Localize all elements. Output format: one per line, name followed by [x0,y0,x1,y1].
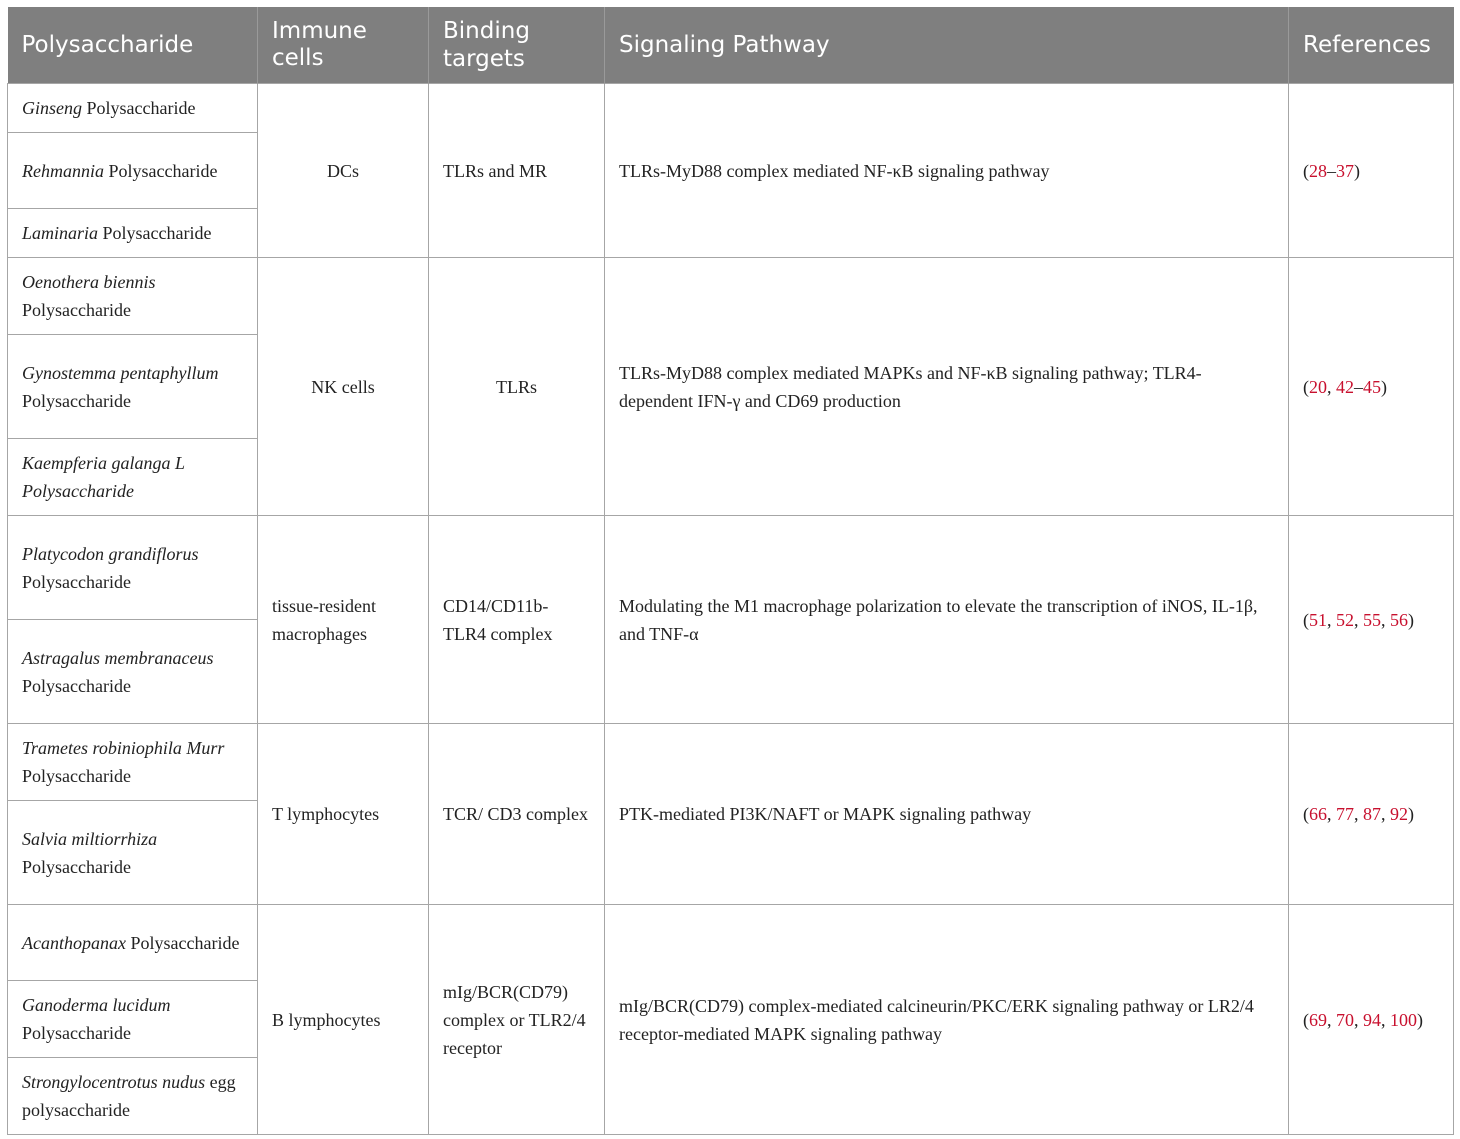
polysaccharide-italic-name: Gynostemma pentaphyllum [22,362,219,383]
polysaccharide-cell [8,209,258,258]
ref-paren-open: ( [1303,609,1309,630]
header-binding-targets: Binding targets [429,7,605,84]
ref-paren-close: ) [1381,376,1387,397]
polysaccharide-italic-name: Ginseng [22,98,82,118]
immune-cell: B lymphocytes [258,905,429,1135]
binding-targets: CD14/CD11b-TLR4 complex [429,516,605,724]
binding-targets: TCR/ CD3 complex [429,724,605,905]
ref-paren-close: ) [1408,609,1414,630]
ref-separator: , [1381,609,1390,630]
reference-link[interactable]: 55 [1363,609,1381,630]
ref-paren-open: ( [1303,376,1309,397]
references-cell [1289,905,1454,1135]
polysaccharide-cell [8,1058,258,1135]
polysaccharide-suffix: Polysaccharide [22,1023,131,1043]
ref-separator: , [1381,804,1390,824]
ref-separator: – [1327,160,1336,181]
polysaccharide-cell [8,724,258,801]
polysaccharide-cell [8,335,258,439]
ref-paren-open: ( [1303,1009,1309,1030]
ref-paren-open: ( [1303,160,1309,181]
signaling-pathway: Modulating the M1 macrophage polarization to elevate the transcription of iNOS, IL-1β, and TNF-α [605,516,1289,724]
reference-link[interactable]: 77 [1336,804,1354,824]
reference-link[interactable]: 20 [1309,376,1327,397]
reference-link[interactable]: 37 [1336,160,1354,181]
ref-separator: , [1354,609,1363,630]
signaling-pathway: TLRs-MyD88 complex mediated MAPKs and NF-κB signaling pathway; TLR4-dependent IFN-γ and CD69 production [605,258,1289,516]
reference-link[interactable]: 56 [1390,609,1408,630]
ref-paren-open: ( [1303,804,1309,824]
header-references: References [1289,7,1454,84]
header-row [8,7,1454,84]
polysaccharide-italic-name: Trametes robiniophila Murr [22,738,225,758]
reference-link[interactable]: 69 [1309,1009,1327,1030]
polysaccharide-table [7,7,1454,1135]
ref-separator: , [1354,804,1363,824]
table-row [8,516,1454,620]
header-polysaccharide: Polysaccharide [8,7,258,84]
polysaccharide-cell [8,439,258,516]
polysaccharide-italic-name: Astragalus membranaceus [22,647,214,668]
immune-cell: NK cells [258,258,429,516]
polysaccharide-italic-name: Platycodon grandiflorus [22,543,199,564]
polysaccharide-suffix: Polysaccharide [82,98,196,118]
polysaccharide-italic-name: Laminaria [22,223,99,243]
binding-targets: TLRs [429,258,605,516]
ref-separator: , [1327,609,1336,630]
immune-cell: tissue-resident macrophages [258,516,429,724]
polysaccharide-cell [8,516,258,620]
ref-separator: , [1354,1009,1363,1030]
polysaccharide-suffix: Polysaccharide [22,766,131,786]
binding-targets: TLRs and MR [429,84,605,258]
table-row [8,258,1454,335]
polysaccharide-suffix: Polysaccharide [98,223,212,243]
reference-link[interactable]: 94 [1363,1009,1381,1030]
polysaccharide-italic-name: Oenothera biennis [22,272,156,292]
references-cell [1289,516,1454,724]
polysaccharide-cell [8,905,258,981]
table-container [7,7,1453,1135]
polysaccharide-cell [8,133,258,209]
references-cell [1289,258,1454,516]
reference-link[interactable]: 92 [1390,804,1408,824]
polysaccharide-italic-name: Acanthopanax [22,932,126,953]
polysaccharide-suffix: Polysaccharide [22,300,131,320]
ref-separator: , [1381,1009,1390,1030]
header-signaling-pathway: Signaling Pathway [605,7,1289,84]
ref-separator: , [1327,804,1336,824]
signaling-pathway: PTK-mediated PI3K/NAFT or MAPK signaling pathway [605,724,1289,905]
ref-paren-close: ) [1408,804,1414,824]
reference-link[interactable]: 51 [1309,609,1327,630]
table-row [8,84,1454,133]
reference-link[interactable]: 45 [1363,376,1381,397]
polysaccharide-suffix: Polysaccharide [22,856,131,877]
polysaccharide-suffix: Polysaccharide [22,571,131,592]
reference-link[interactable]: 28 [1309,160,1327,181]
polysaccharide-suffix: Polysaccharide [22,675,131,696]
references-cell [1289,84,1454,258]
polysaccharide-italic-name: Kaempferia galanga L Polysaccharide [22,453,185,501]
polysaccharide-cell [8,801,258,905]
polysaccharide-italic-name: Rehmannia [22,160,104,181]
reference-link[interactable]: 42 [1336,376,1354,397]
polysaccharide-cell [8,258,258,335]
ref-paren-close: ) [1354,160,1360,181]
ref-separator: , [1327,376,1336,397]
polysaccharide-suffix: Polysaccharide [125,932,240,953]
immune-cell: T lymphocytes [258,724,429,905]
polysaccharide-cell [8,620,258,724]
table-row [8,724,1454,801]
references-cell [1289,724,1454,905]
signaling-pathway: TLRs-MyD88 complex mediated NF-κB signaling pathway [605,84,1289,258]
polysaccharide-suffix: Polysaccharide [22,390,131,411]
table-row [8,905,1454,981]
polysaccharide-italic-name: Strongylocentrotus nudus [22,1072,206,1092]
polysaccharide-cell [8,84,258,133]
header-immune-cells: Immune cells [258,7,429,84]
reference-link[interactable]: 87 [1363,804,1381,824]
binding-targets: mIg/BCR(CD79) complex or TLR2/4 receptor [429,905,605,1135]
ref-separator: , [1327,1009,1336,1030]
reference-link[interactable]: 70 [1336,1009,1354,1030]
reference-link[interactable]: 52 [1336,609,1354,630]
table-body [8,84,1454,1135]
polysaccharide-suffix: egg polysaccharide [22,1072,236,1120]
ref-separator: – [1354,376,1363,397]
polysaccharide-cell [8,981,258,1058]
signaling-pathway: mIg/BCR(CD79) complex-mediated calcineurin/PKC/ERK signaling pathway or LR2/4 receptor-mediated MAPK signaling pathway [605,905,1289,1135]
reference-link[interactable]: 100 [1390,1009,1417,1030]
polysaccharide-italic-name: Ganoderma lucidum [22,995,171,1015]
polysaccharide-suffix: Polysaccharide [103,160,218,181]
ref-paren-close: ) [1417,1009,1423,1030]
immune-cell: DCs [258,84,429,258]
reference-link[interactable]: 66 [1309,804,1327,824]
polysaccharide-italic-name: Salvia miltiorrhiza [22,828,158,849]
